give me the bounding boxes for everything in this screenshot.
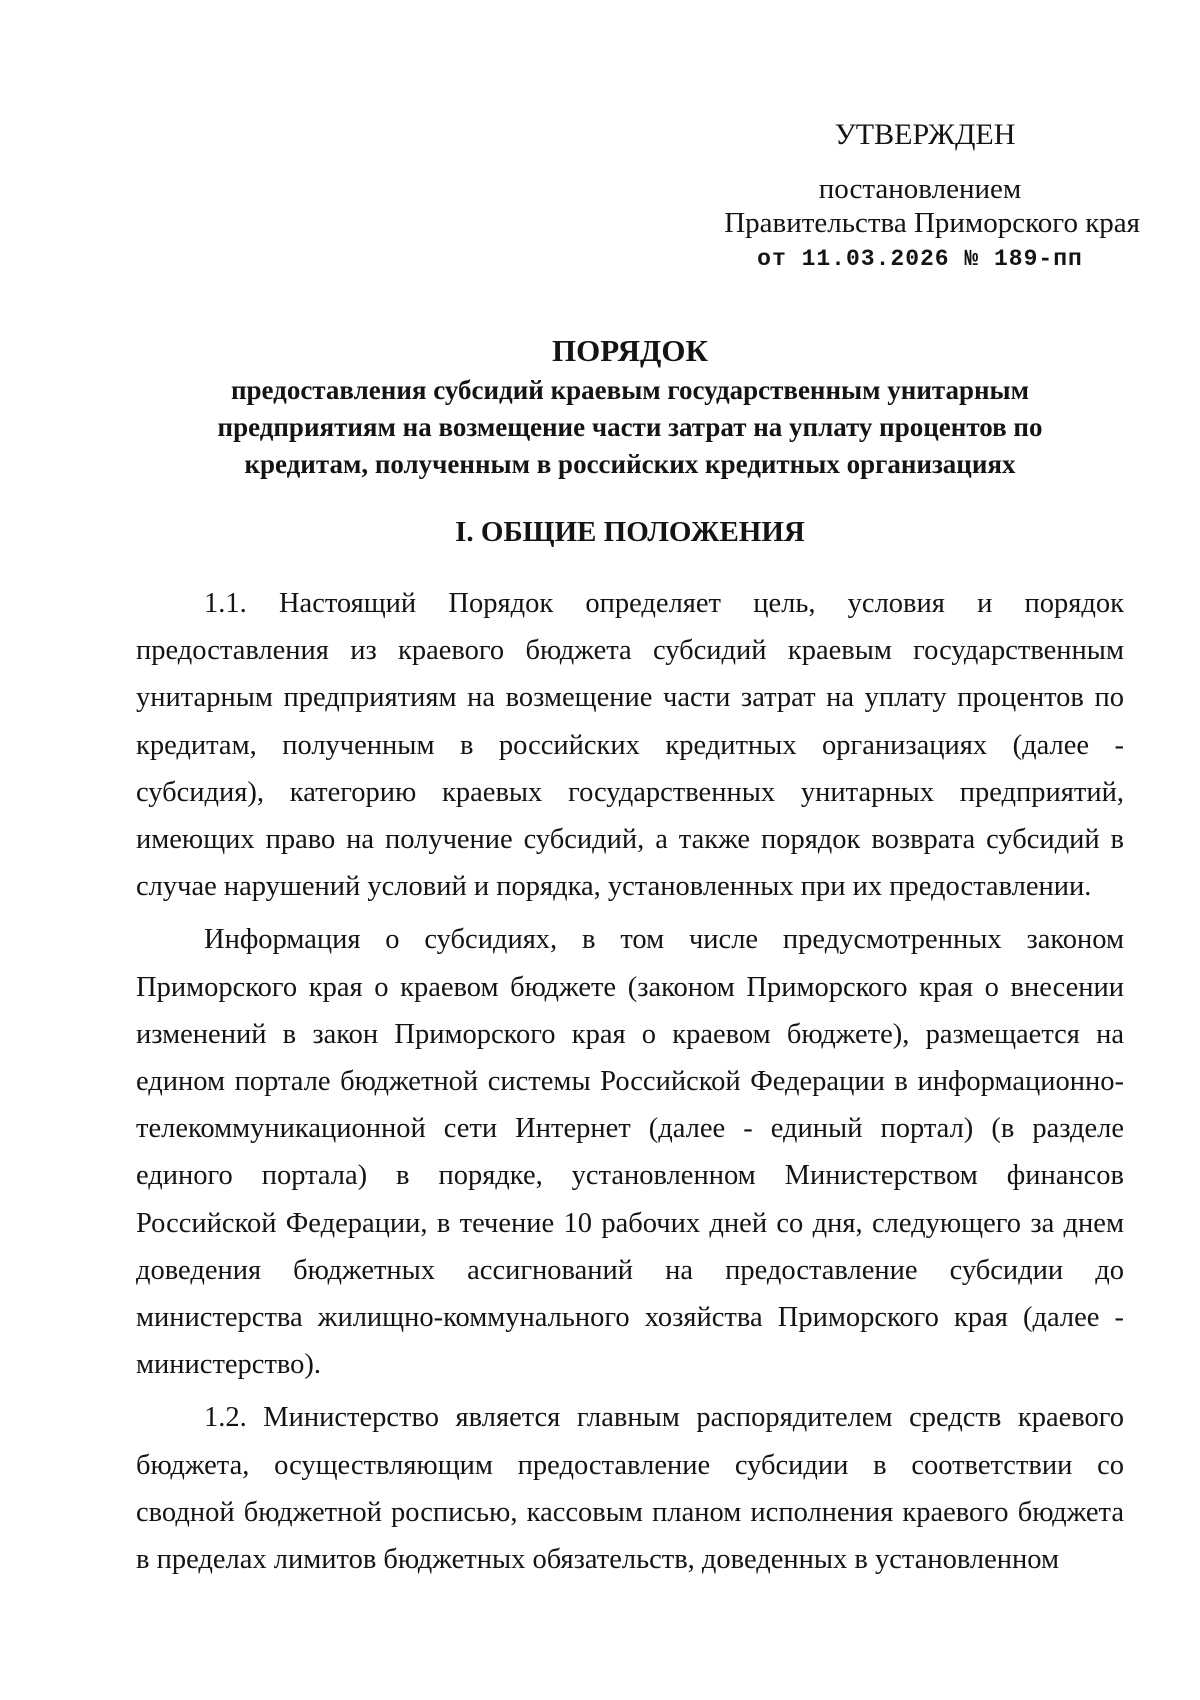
approved-label: УТВЕРЖДЕН: [834, 118, 1016, 151]
section-heading: I. ОБЩИЕ ПОЛОЖЕНИЯ: [455, 516, 805, 548]
paragraph-information: Информация о субсидиях, в том числе предусмотренных законом Приморского края о краевом бюджете (законом Приморского края о внесении изменений в закон Приморского края о краевом бюджете), размещается на едином портале бюджетной системы Российской Федерации в информационно-телекоммуникационной сети Интернет (далее - единый портал) (в разделе единого портала) в порядке, установленном Министерством финансов Российской Федерации, в течение 10 рабочих дней со дня, следующего за днем доведения бюджетных ассигнований на предоставление субсидии до министерства жилищно-коммунального хозяйства Приморского края (далее - министерство).: [136, 924, 1124, 1381]
approval-stamp: [690, 118, 1150, 276]
approval-line-resolution: постановлением: [818, 173, 1022, 205]
approval-line-government: Правительства Приморского края: [724, 207, 1140, 239]
paragraph-1-1: 1.1. Настоящий Порядок определяет цель, условия и порядок предоставления из краевого бюджета субсидий краевым государственным унитарным предприятиям на возмещение части затрат на уплату процентов по кредитам, полученным в российских кредитных организациях (далее - субсидия), категорию краевых государственных унитарных предприятий, имеющих право на получение субсидий, а также порядок возврата субсидий в случае нарушений условий и порядка, установленных при их предоставлении.: [136, 588, 1124, 903]
document-subtitle: предоставления субсидий краевым государственным унитарным предприятиям на возмещение части затрат на уплату процентов по кредитам, полученным в российских кредитных организациях: [217, 375, 1043, 479]
document-body: [136, 580, 1124, 1589]
document-title: ПОРЯДОК: [552, 333, 708, 368]
document-number: от 11.03.2026 № 189-пп: [757, 246, 1083, 272]
paragraph-1-2: 1.2. Министерство является главным распорядителем средств краевого бюджета, осуществляющим предоставление субсидии в соответствии со сводной бюджетной росписью, кассовым планом исполнения краевого бюджета в пределах лимитов бюджетных обязательств, доведенных в установленном: [136, 1402, 1124, 1576]
document-title-block: [150, 332, 1110, 483]
